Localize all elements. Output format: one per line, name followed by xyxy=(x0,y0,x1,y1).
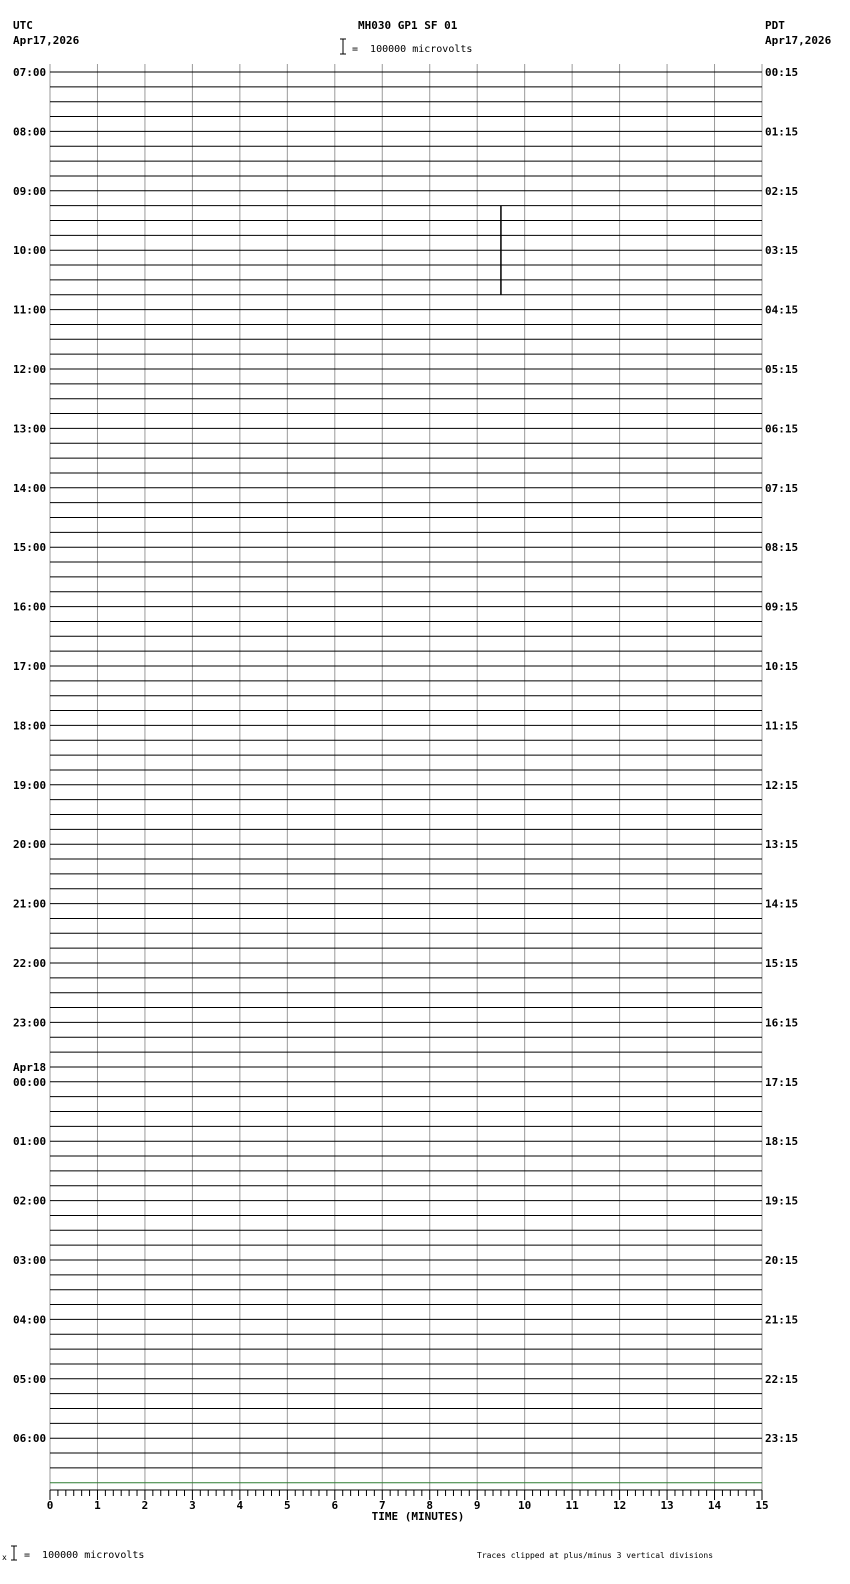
chart-title: MH030 GP1 SF 01 xyxy=(358,19,458,32)
utc-hour-label: 19:00 xyxy=(13,778,47,792)
date-change-label: Apr18 xyxy=(13,1060,47,1074)
local-hour-label: 12:15 xyxy=(765,778,799,792)
x-tick-label: 6 xyxy=(331,1499,339,1512)
utc-hour-label: 08:00 xyxy=(13,125,47,139)
utc-hour-label: 01:00 xyxy=(13,1135,47,1149)
local-hour-label: 05:15 xyxy=(765,363,799,376)
utc-hour-label: 02:00 xyxy=(13,1194,47,1208)
utc-hour-label: 17:00 xyxy=(13,660,47,673)
footer-scale-bar-icon xyxy=(11,1546,17,1560)
x-tick-label: 0 xyxy=(46,1499,54,1512)
utc-hour-label: 18:00 xyxy=(13,719,47,733)
local-hour-label: 17:15 xyxy=(765,1075,799,1089)
local-hour-label: 10:15 xyxy=(765,660,799,673)
x-tick-label: 3 xyxy=(189,1499,196,1512)
utc-hour-label: 00:00 xyxy=(13,1075,47,1089)
local-hour-label: 16:15 xyxy=(765,1016,799,1030)
local-hour-label: 13:15 xyxy=(765,838,799,852)
local-hour-label: 19:15 xyxy=(765,1194,799,1208)
x-tick-label: 9 xyxy=(473,1499,481,1512)
local-hour-label: 01:15 xyxy=(765,125,799,139)
x-tick-label: 2 xyxy=(141,1499,149,1512)
local-hour-label: 07:15 xyxy=(765,481,799,495)
utc-hour-label: 20:00 xyxy=(13,838,47,852)
utc-hour-label: 11:00 xyxy=(13,303,47,317)
local-hour-label: 08:15 xyxy=(765,541,799,555)
utc-hour-label: 06:00 xyxy=(13,1432,47,1446)
x-tick-label: 10 xyxy=(518,1499,532,1512)
local-hour-label: 23:15 xyxy=(765,1432,799,1446)
utc-hour-label: 10:00 xyxy=(13,244,47,258)
x-tick-label: 8 xyxy=(426,1499,434,1512)
utc-hour-label: 12:00 xyxy=(13,363,47,376)
x-tick-label: 4 xyxy=(236,1499,244,1512)
local-hour-label: 02:15 xyxy=(765,184,799,198)
left-date-label: Apr17,2026 xyxy=(13,34,80,47)
local-hour-label: 21:15 xyxy=(765,1313,799,1327)
local-hour-label: 06:15 xyxy=(765,422,799,436)
utc-hour-label: 13:00 xyxy=(13,422,47,436)
local-hour-label: 00:15 xyxy=(765,66,799,79)
local-hour-label: 22:15 xyxy=(765,1372,799,1386)
x-tick-label: 7 xyxy=(378,1499,386,1512)
local-hour-label: 11:15 xyxy=(765,719,799,733)
utc-hour-label: 05:00 xyxy=(13,1372,47,1386)
utc-hour-label: 14:00 xyxy=(13,481,47,495)
x-tick-label: 14 xyxy=(707,1499,722,1512)
x-tick-label: 15 xyxy=(755,1499,769,1512)
x-tick-label: 12 xyxy=(612,1499,627,1512)
footer-scale-prefix: x xyxy=(2,1553,7,1562)
utc-hour-label: 23:00 xyxy=(13,1016,47,1030)
scale-label: = 100000 microvolts xyxy=(352,44,473,55)
utc-hour-label: 22:00 xyxy=(13,957,47,970)
local-hour-label: 15:15 xyxy=(765,957,799,970)
utc-hour-label: 07:00 xyxy=(13,66,47,79)
utc-hour-label: 04:00 xyxy=(13,1313,47,1327)
x-tick-label: 13 xyxy=(660,1499,674,1512)
local-hour-label: 03:15 xyxy=(765,244,799,258)
local-hour-label: 14:15 xyxy=(765,897,799,911)
x-axis-label: TIME (MINUTES) xyxy=(371,1510,465,1523)
utc-hour-label: 21:00 xyxy=(13,897,47,911)
clip-note: Traces clipped at plus/minus 3 vertical divisions xyxy=(477,1551,714,1560)
x-tick-label: 5 xyxy=(284,1499,291,1512)
local-hour-label: 20:15 xyxy=(765,1254,799,1267)
utc-hour-label: 03:00 xyxy=(13,1254,47,1267)
utc-hour-label: 15:00 xyxy=(13,541,47,555)
utc-hour-label: 09:00 xyxy=(13,184,47,198)
local-hour-label: 04:15 xyxy=(765,303,799,317)
left-timezone-label: UTC xyxy=(13,19,33,32)
right-timezone-label: PDT xyxy=(765,19,785,32)
local-hour-label: 09:15 xyxy=(765,600,799,614)
x-tick-label: 11 xyxy=(565,1499,579,1512)
scale-bar-icon xyxy=(340,39,346,54)
x-tick-label: 1 xyxy=(94,1499,101,1512)
local-hour-label: 18:15 xyxy=(765,1135,799,1149)
footer-scale-label: = 100000 microvolts xyxy=(24,1550,145,1561)
utc-hour-label: 16:00 xyxy=(13,600,47,614)
right-date-label: Apr17,2026 xyxy=(765,34,832,47)
